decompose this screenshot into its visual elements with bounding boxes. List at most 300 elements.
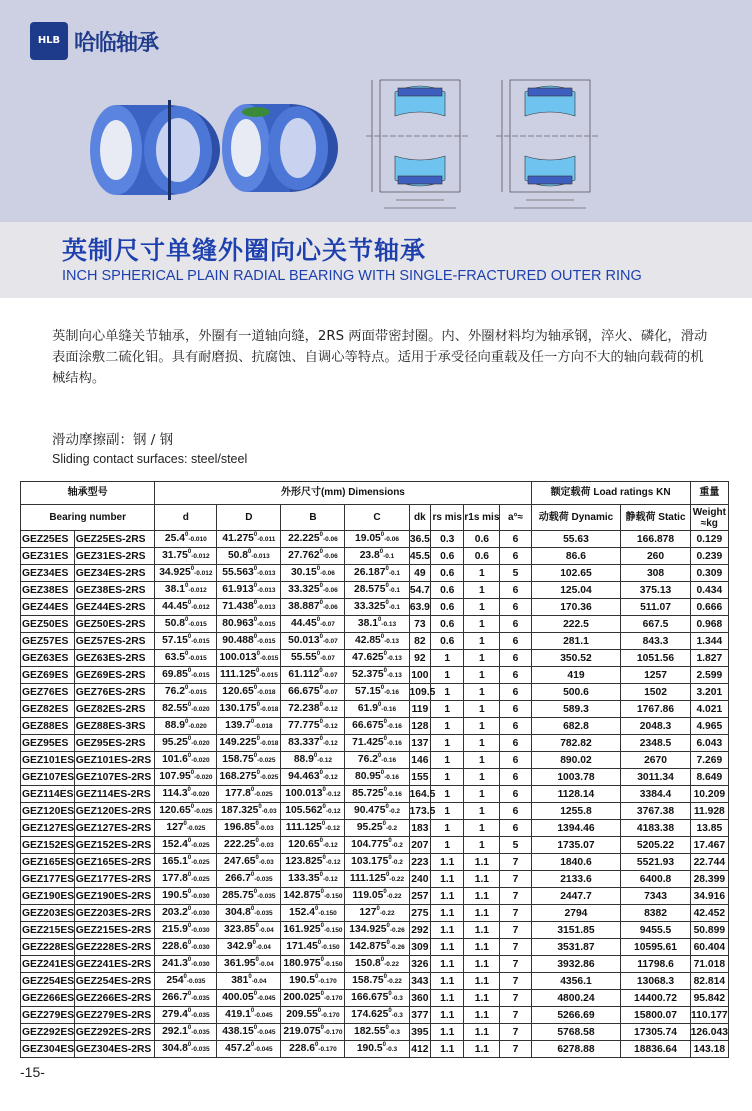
header-load-ratings: 额定载荷 Load ratings KN <box>531 482 690 505</box>
lower-tolerance: -0.07 <box>322 672 338 679</box>
upper-tolerance: 0 <box>248 549 252 555</box>
cell-dk: 155 <box>409 769 431 786</box>
cell-angle: 6 <box>500 684 531 701</box>
lower-tolerance: -0.22 <box>379 910 395 917</box>
cell-d <box>155 786 217 803</box>
lower-tolerance: -0.03 <box>258 859 274 866</box>
cell-weight: 143.18 <box>690 1041 728 1058</box>
upper-tolerance: 0 <box>383 719 387 725</box>
cell-D <box>217 854 281 871</box>
cell-bearing-es: GEZ50ES <box>21 616 75 633</box>
nominal-value: 419.1 <box>225 1009 251 1020</box>
lower-tolerance: -0.150 <box>324 961 343 968</box>
nominal-value: 95.25 <box>356 822 383 833</box>
cell-d <box>155 616 217 633</box>
cell-C <box>345 888 409 905</box>
cell-static: 3384.4 <box>621 786 690 803</box>
cell-B <box>281 973 345 990</box>
cell-rs: 1.1 <box>431 888 464 905</box>
cell-D <box>217 633 281 650</box>
nominal-value: 200.025 <box>283 992 321 1003</box>
nominal-value: 127 <box>166 822 184 833</box>
upper-tolerance: 0 <box>187 991 192 997</box>
cell-D <box>217 990 281 1007</box>
col-angle: a°≈ <box>500 505 531 531</box>
lower-tolerance: -0.22 <box>387 978 402 985</box>
lower-tolerance: -0.030 <box>191 927 210 934</box>
lower-tolerance: -0.045 <box>257 1029 276 1036</box>
cell-bearing-2rs: GEZ254ES-2RS <box>74 973 155 990</box>
cell-bearing-2rs: GEZ31ES-2RS <box>74 548 155 565</box>
cell-B <box>281 616 345 633</box>
cell-weight: 82.814 <box>690 973 728 990</box>
cell-dk: 128 <box>409 718 431 735</box>
cell-bearing-es: GEZ63ES <box>21 650 75 667</box>
upper-tolerance: 0 <box>388 1008 392 1014</box>
nominal-value: 23.8 <box>359 550 380 561</box>
nominal-value: 61.112 <box>288 669 320 680</box>
cell-D <box>217 786 281 803</box>
lower-tolerance: -0.012 <box>194 570 213 577</box>
cell-dk: 257 <box>409 888 431 905</box>
cell-dk: 109.5 <box>409 684 431 701</box>
lower-tolerance: -0.03 <box>258 825 274 832</box>
cell-dk: 92 <box>409 650 431 667</box>
header-dimensions: 外形尺寸(mm) Dimensions <box>155 482 531 505</box>
upper-tolerance: 0 <box>250 787 255 793</box>
cell-rs: 1.1 <box>431 990 464 1007</box>
nominal-value: 304.8 <box>162 1043 188 1054</box>
cell-C <box>345 684 409 701</box>
nominal-value: 150.8 <box>355 958 381 969</box>
cell-B <box>281 718 345 735</box>
upper-tolerance: 0 <box>319 600 323 606</box>
nominal-value: 31.75 <box>162 550 188 561</box>
cell-d <box>155 650 217 667</box>
nominal-value: 71.425 <box>352 737 384 748</box>
table-row <box>21 888 729 905</box>
cell-static: 1502 <box>621 684 690 701</box>
cell-dk: 63.9 <box>409 599 431 616</box>
lower-tolerance: -0.012 <box>191 553 210 560</box>
cell-bearing-2rs: GEZ63ES-2RS <box>74 650 155 667</box>
nominal-value: 438.15 <box>222 1026 254 1037</box>
lower-tolerance: -0.018 <box>257 689 276 696</box>
cell-dynamic: 222.5 <box>531 616 621 633</box>
cell-rs: 0.6 <box>431 565 464 582</box>
nominal-value: 42.85 <box>355 635 381 646</box>
cell-rs: 1 <box>431 786 464 803</box>
upper-tolerance: 0 <box>190 566 195 572</box>
cell-D <box>217 905 281 922</box>
cell-angle: 7 <box>500 905 531 922</box>
upper-tolerance: 0 <box>253 566 258 572</box>
table-row <box>21 1024 729 1041</box>
nominal-value: 111.125 <box>285 822 322 833</box>
cell-B <box>281 820 345 837</box>
lower-tolerance: -0.07 <box>322 638 338 645</box>
cell-B <box>281 548 345 565</box>
lower-tolerance: -0.04 <box>256 944 271 951</box>
cell-r1s: 1.1 <box>464 1024 500 1041</box>
upper-tolerance: 0 <box>253 583 258 589</box>
nominal-value: 182.55 <box>353 1026 386 1037</box>
upper-tolerance: 0 <box>319 549 323 555</box>
upper-tolerance: 0 <box>383 668 387 674</box>
upper-tolerance: 0 <box>256 736 260 742</box>
upper-tolerance: 0 <box>253 1025 258 1031</box>
cell-C <box>345 939 409 956</box>
cell-C <box>345 854 409 871</box>
upper-tolerance: 0 <box>187 889 192 895</box>
cell-dynamic: 2133.6 <box>531 871 621 888</box>
col-C: C <box>345 505 409 531</box>
upper-tolerance: 0 <box>376 906 380 912</box>
upper-tolerance: 0 <box>248 974 252 980</box>
cell-d <box>155 684 217 701</box>
cell-B <box>281 1007 345 1024</box>
cell-dk: 326 <box>409 956 431 973</box>
cell-static: 7343 <box>621 888 690 905</box>
cell-rs: 1 <box>431 837 464 854</box>
cell-weight: 6.043 <box>690 735 728 752</box>
lower-tolerance: -0.020 <box>191 706 210 713</box>
cell-B <box>281 582 345 599</box>
upper-tolerance: 0 <box>379 549 384 555</box>
nominal-value: 174.625 <box>351 1009 389 1020</box>
lower-tolerance: -0.015 <box>188 689 207 696</box>
nominal-value: 190.5 <box>356 1043 383 1054</box>
cell-weight: 2.599 <box>690 667 728 684</box>
upper-tolerance: 0 <box>319 719 323 725</box>
upper-tolerance: 0 <box>187 940 192 946</box>
lower-tolerance: -0.06 <box>322 553 338 560</box>
logo-icon: HLB <box>30 22 68 60</box>
nominal-value: 100.013 <box>219 652 257 663</box>
lower-tolerance: -0.06 <box>384 536 399 543</box>
cell-r1s: 1 <box>464 599 500 616</box>
upper-tolerance: 0 <box>187 855 192 861</box>
cell-C <box>345 565 409 582</box>
nominal-value: 19.05 <box>355 533 381 544</box>
table-row <box>21 1007 729 1024</box>
cell-angle: 7 <box>500 973 531 990</box>
cell-dk: 377 <box>409 1007 431 1024</box>
cell-D <box>217 616 281 633</box>
upper-tolerance: 0 <box>252 940 257 946</box>
sliding-surface-en: Sliding contact surfaces: steel/steel <box>52 452 248 466</box>
upper-tolerance: 0 <box>377 753 382 759</box>
col-dynamic: 动载荷 Dynamic <box>531 505 621 531</box>
cell-bearing-2rs: GEZ76ES-2RS <box>74 684 155 701</box>
table-row <box>21 701 729 718</box>
cell-static: 5205.22 <box>621 837 690 854</box>
cell-static: 667.5 <box>621 616 690 633</box>
upper-tolerance: 0 <box>187 1008 192 1014</box>
nominal-value: 177.8 <box>162 873 188 884</box>
cell-dynamic: 1840.6 <box>531 854 621 871</box>
cell-d <box>155 803 217 820</box>
cross-section-drawing-2 <box>496 80 600 208</box>
cell-dynamic: 782.82 <box>531 735 621 752</box>
lower-tolerance: -0.015 <box>259 655 279 662</box>
table-row <box>21 820 729 837</box>
upper-tolerance: 0 <box>187 668 192 674</box>
upper-tolerance: 0 <box>383 651 387 657</box>
lower-tolerance: -0.020 <box>190 791 210 798</box>
cell-d <box>155 1007 217 1024</box>
cell-D <box>217 922 281 939</box>
cell-d <box>155 769 217 786</box>
cell-rs: 1.1 <box>431 871 464 888</box>
cell-B <box>281 633 345 650</box>
page-title-cn: 英制尺寸单缝外圈向心关节轴承 <box>62 236 427 265</box>
upper-tolerance: 0 <box>322 787 326 793</box>
cell-rs: 1.1 <box>431 1024 464 1041</box>
cell-bearing-2rs: GEZ279ES-2RS <box>74 1007 155 1024</box>
cell-static: 3767.38 <box>621 803 690 820</box>
lower-tolerance: -0.025 <box>191 842 210 849</box>
cell-angle: 7 <box>500 871 531 888</box>
cell-dynamic: 5768.58 <box>531 1024 621 1041</box>
cell-angle: 6 <box>500 820 531 837</box>
cell-rs: 0.6 <box>431 633 464 650</box>
cell-C <box>345 752 409 769</box>
cell-rs: 1 <box>431 718 464 735</box>
header-weight-cn: 重量 <box>690 482 728 505</box>
cell-rs: 1 <box>431 667 464 684</box>
cell-d <box>155 888 217 905</box>
cell-r1s: 1.1 <box>464 922 500 939</box>
cell-dk: 343 <box>409 973 431 990</box>
cell-bearing-es: GEZ177ES <box>21 871 75 888</box>
upper-tolerance: 0 <box>320 889 324 895</box>
upper-tolerance: 0 <box>256 668 260 674</box>
cell-d <box>155 905 217 922</box>
cell-angle: 7 <box>500 888 531 905</box>
cell-rs: 1.1 <box>431 1041 464 1058</box>
upper-tolerance: 0 <box>187 1025 192 1031</box>
lower-tolerance: -0.3 <box>391 1012 403 1019</box>
cell-weight: 11.928 <box>690 803 728 820</box>
cell-r1s: 1 <box>464 769 500 786</box>
lower-tolerance: -0.020 <box>194 774 213 781</box>
cell-angle: 7 <box>500 1041 531 1058</box>
lower-tolerance: -0.011 <box>257 536 276 543</box>
nominal-value: 27.762 <box>288 550 320 561</box>
cell-static: 10595.61 <box>621 939 690 956</box>
nominal-value: 77.775 <box>288 720 320 731</box>
nominal-value: 30.15 <box>290 567 317 578</box>
nominal-value: 111.125 <box>219 669 257 680</box>
cell-r1s: 1 <box>464 582 500 599</box>
nominal-value: 165.1 <box>162 856 188 867</box>
lower-tolerance: -0.025 <box>254 791 273 798</box>
upper-tolerance: 0 <box>255 923 259 929</box>
lower-tolerance: -0.170 <box>318 1046 337 1053</box>
cell-r1s: 0.6 <box>464 531 500 548</box>
cell-bearing-es: GEZ114ES <box>21 786 75 803</box>
cell-B <box>281 939 345 956</box>
cell-d <box>155 701 217 718</box>
cell-D <box>217 803 281 820</box>
nominal-value: 33.325 <box>288 584 320 595</box>
lower-tolerance: -0.26 <box>389 944 405 951</box>
upper-tolerance: 0 <box>382 821 386 827</box>
col-D: D <box>217 505 281 531</box>
cell-dynamic: 2447.7 <box>531 888 621 905</box>
cell-d <box>155 667 217 684</box>
col-d: d <box>155 505 217 531</box>
cell-r1s: 1.1 <box>464 905 500 922</box>
nominal-value: 142.875 <box>283 890 321 901</box>
cell-static: 15800.07 <box>621 1007 690 1024</box>
cell-d <box>155 820 217 837</box>
cell-r1s: 1.1 <box>464 854 500 871</box>
lower-tolerance: -0.025 <box>259 774 279 781</box>
cell-rs: 1 <box>431 769 464 786</box>
nominal-value: 130.175 <box>219 703 257 714</box>
nominal-value: 44.45 <box>162 601 188 612</box>
cell-bearing-es: GEZ279ES <box>21 1007 75 1024</box>
cell-angle: 6 <box>500 548 531 565</box>
cell-C <box>345 837 409 854</box>
nominal-value: 228.6 <box>162 941 188 952</box>
upper-tolerance: 0 <box>187 906 192 912</box>
nominal-value: 361.95 <box>224 958 256 969</box>
cell-dynamic: 125.04 <box>531 582 621 599</box>
cell-B <box>281 752 345 769</box>
page-number: -15- <box>20 1064 45 1080</box>
lower-tolerance: -0.04 <box>258 927 274 934</box>
cell-D <box>217 973 281 990</box>
upper-tolerance: 0 <box>380 532 385 538</box>
lower-tolerance: -0.06 <box>322 536 338 543</box>
upper-tolerance: 0 <box>319 532 323 538</box>
cell-r1s: 1 <box>464 565 500 582</box>
cell-rs: 0.6 <box>431 616 464 633</box>
lower-tolerance: -0.010 <box>188 536 207 543</box>
nominal-value: 52.375 <box>352 669 384 680</box>
cell-bearing-2rs: GEZ203ES-2RS <box>74 905 155 922</box>
cell-dynamic: 1255.8 <box>531 803 621 820</box>
lower-tolerance: -0.16 <box>381 706 397 713</box>
cell-dk: 45.5 <box>409 548 431 565</box>
cell-dk: 412 <box>409 1041 431 1058</box>
nominal-value: 63.5 <box>164 652 185 663</box>
cell-static: 843.3 <box>621 633 690 650</box>
upper-tolerance: 0 <box>250 872 255 878</box>
cell-static: 166.878 <box>621 531 690 548</box>
nominal-value: 177.8 <box>225 788 251 799</box>
cell-bearing-es: GEZ266ES <box>21 990 75 1007</box>
cell-bearing-es: GEZ215ES <box>21 922 75 939</box>
lower-tolerance: -0.015 <box>188 655 207 662</box>
upper-tolerance: 0 <box>319 668 323 674</box>
cell-bearing-es: GEZ31ES <box>21 548 75 565</box>
cell-angle: 7 <box>500 990 531 1007</box>
upper-tolerance: 0 <box>320 957 324 963</box>
cell-weight: 28.399 <box>690 871 728 888</box>
upper-tolerance: 0 <box>380 685 385 691</box>
nominal-value: 342.9 <box>226 941 253 952</box>
table-row <box>21 905 729 922</box>
upper-tolerance: 0 <box>386 940 390 946</box>
lower-tolerance: -0.035 <box>191 1046 210 1053</box>
nominal-value: 187.325 <box>221 805 259 816</box>
cell-r1s: 1 <box>464 650 500 667</box>
lower-tolerance: -0.035 <box>191 1029 210 1036</box>
bearing-photo-2 <box>222 104 338 192</box>
lower-tolerance: -0.13 <box>384 638 399 645</box>
nominal-value: 34.925 <box>159 567 191 578</box>
upper-tolerance: 0 <box>380 770 385 776</box>
cell-C <box>345 990 409 1007</box>
upper-tolerance: 0 <box>256 702 260 708</box>
nominal-value: 190.5 <box>289 975 315 986</box>
nominal-value: 285.75 <box>222 890 254 901</box>
nominal-value: 50.8 <box>227 550 248 561</box>
lower-tolerance: -0.030 <box>191 961 210 968</box>
lower-tolerance: -0.1 <box>383 553 395 560</box>
lower-tolerance: -0.035 <box>254 876 273 883</box>
cell-d <box>155 956 217 973</box>
nominal-value: 168.275 <box>219 771 257 782</box>
cell-d <box>155 871 217 888</box>
cell-D <box>217 548 281 565</box>
lower-tolerance: -0.020 <box>191 740 210 747</box>
cell-d <box>155 1041 217 1058</box>
sliding-surface-cn: 滑动摩擦副：钢 / 钢 <box>52 432 174 448</box>
cell-dk: 183 <box>409 820 431 837</box>
table-row <box>21 990 729 1007</box>
intro-paragraph: 英制向心单缝关节轴承，外圈有一道轴向缝，2RS 两面带密封圈。内、外圈材料均为轴承钢，淬火、磷化，滑动表面涂敷二硫化钼。具有耐磨损、抗腐蚀、自调心等特点。适用于承受径向重载及任一方向不大的轴向载荷的机械结构。 <box>52 329 708 386</box>
lower-tolerance: -0.035 <box>191 995 210 1002</box>
lower-tolerance: -0.012 <box>191 604 210 611</box>
nominal-value: 44.45 <box>290 618 317 629</box>
lower-tolerance: -0.12 <box>325 808 341 815</box>
table-row <box>21 973 729 990</box>
cell-bearing-es: GEZ88ES <box>21 718 75 735</box>
cell-dynamic: 5266.69 <box>531 1007 621 1024</box>
cell-r1s: 1 <box>464 786 500 803</box>
lower-tolerance: -0.015 <box>257 621 276 628</box>
cell-bearing-2rs: GEZ82ES-2RS <box>74 701 155 718</box>
cell-C <box>345 531 409 548</box>
cell-dynamic: 1735.07 <box>531 837 621 854</box>
lower-tolerance: -0.030 <box>191 893 210 900</box>
upper-tolerance: 0 <box>385 1025 389 1031</box>
nominal-value: 119.05 <box>352 890 384 901</box>
nominal-value: 100.013 <box>285 788 323 799</box>
lower-tolerance: -0.12 <box>325 791 341 798</box>
cell-C <box>345 786 409 803</box>
nominal-value: 88.9 <box>293 754 314 765</box>
nominal-value: 457.2 <box>225 1043 251 1054</box>
cell-dk: 54.7 <box>409 582 431 599</box>
nominal-value: 203.2 <box>162 907 188 918</box>
cell-angle: 6 <box>500 633 531 650</box>
cell-bearing-es: GEZ190ES <box>21 888 75 905</box>
cell-bearing-2rs: GEZ88ES-3RS <box>74 718 155 735</box>
cell-weight: 0.239 <box>690 548 728 565</box>
upper-tolerance: 0 <box>253 685 258 691</box>
cell-angle: 6 <box>500 786 531 803</box>
cell-r1s: 1 <box>464 616 500 633</box>
upper-tolerance: 0 <box>250 906 255 912</box>
nominal-value: 72.238 <box>288 703 320 714</box>
cell-C <box>345 667 409 684</box>
